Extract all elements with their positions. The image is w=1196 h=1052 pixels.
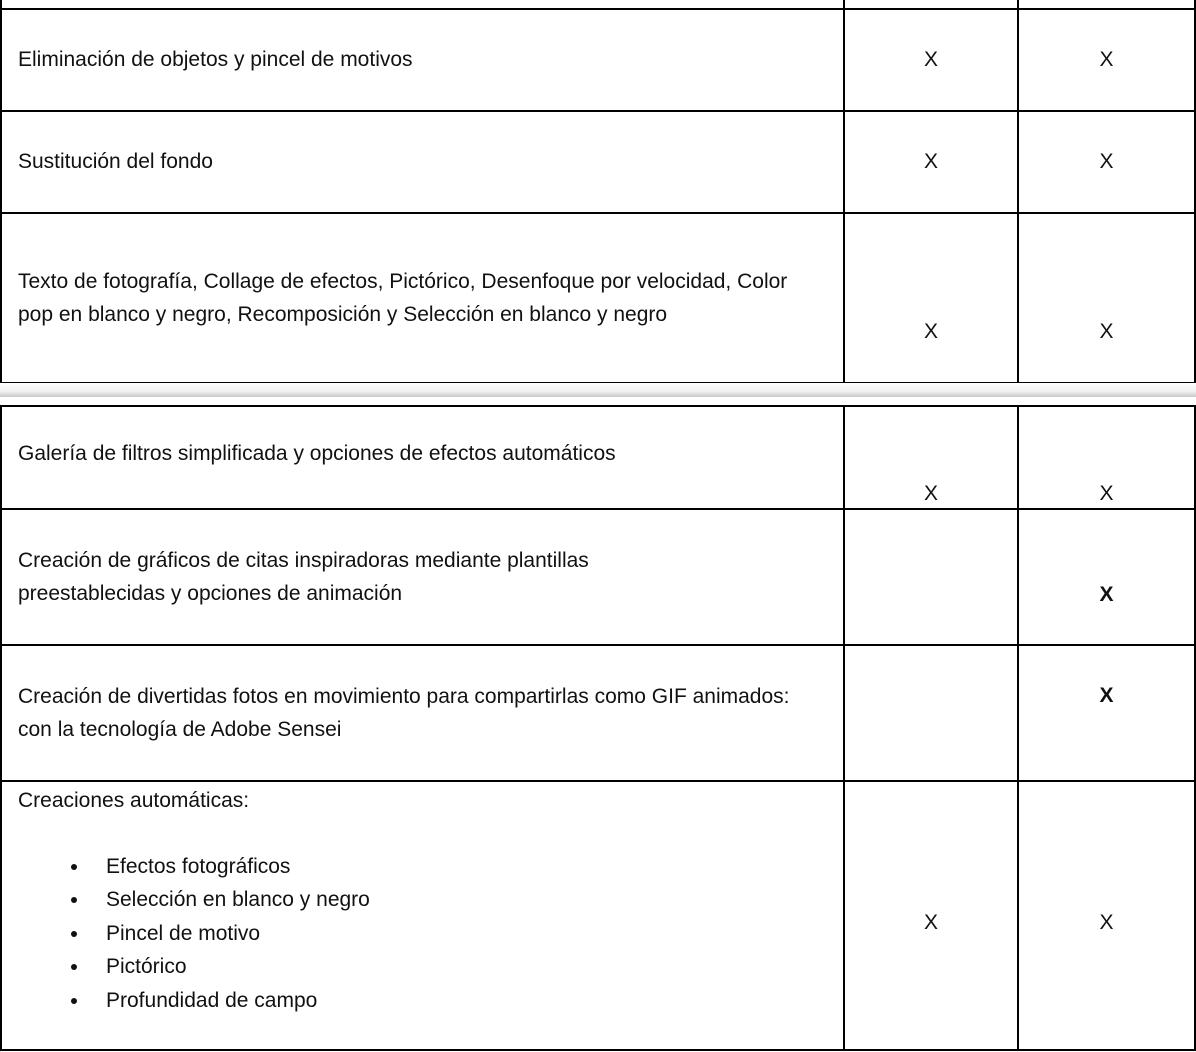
list-item: • Pictórico (90, 950, 827, 984)
table-row (1, 645, 1195, 781)
feature-cell: Texto de fotografía, Collage de efectos, Pictórico, Desenfoque por velocidad, Color pop en blanco y negro, Recomposición y Selección en blanco y negro (1, 213, 844, 383)
check-mark-cell: X (1018, 509, 1195, 645)
table-row-partial (1, 0, 1195, 9)
check-mark-cell: X (844, 406, 1018, 509)
feature-cell (1, 781, 844, 1050)
check-mark-cell: X (1018, 213, 1195, 383)
feature-table-bottom (0, 405, 1196, 1051)
check-mark-cell: X (844, 781, 1018, 1050)
feature-cell: Eliminación de objetos y pincel de motivos (1, 9, 844, 111)
check-mark-cell: X (1018, 781, 1195, 1050)
check-mark-cell: X (1018, 111, 1195, 213)
list-item: • Profundidad de campo (90, 984, 827, 1018)
list-item: • Efectos fotográficos (90, 850, 827, 884)
check-mark-cell: X (844, 9, 1018, 111)
table-row (1, 406, 1195, 509)
bullet-list (18, 850, 827, 1018)
table-row (1, 781, 1195, 1050)
check-mark-cell: X (1018, 9, 1195, 111)
list-item: • Pincel de motivo (90, 917, 827, 951)
check-mark-cell: X (1018, 406, 1195, 509)
feature-table-top (0, 0, 1196, 384)
table-row (1, 9, 1195, 111)
table-row (1, 111, 1195, 213)
check-mark-cell (844, 509, 1018, 645)
feature-cell: Galería de filtros simplificada y opciones de efectos automáticos (1, 406, 844, 509)
check-mark-cell: X (844, 213, 1018, 383)
feature-cell: Sustitución del fondo (1, 111, 844, 213)
feature-cell: Creación de divertidas fotos en movimiento para compartirlas como GIF animados: con la tecnología de Adobe Sensei (1, 645, 844, 781)
check-mark-cell: X (844, 111, 1018, 213)
table-row (1, 213, 1195, 383)
check-mark-cell: X (1018, 645, 1195, 781)
list-item: • Selección en blanco y negro (90, 883, 827, 917)
check-mark-cell (844, 645, 1018, 781)
table-row (1, 509, 1195, 645)
page-break (0, 383, 1196, 397)
feature-heading: Creaciones automáticas: (18, 789, 250, 812)
feature-cell: Creación de gráficos de citas inspiradoras mediante plantillas preestablecidas y opciones de animación (1, 509, 844, 645)
